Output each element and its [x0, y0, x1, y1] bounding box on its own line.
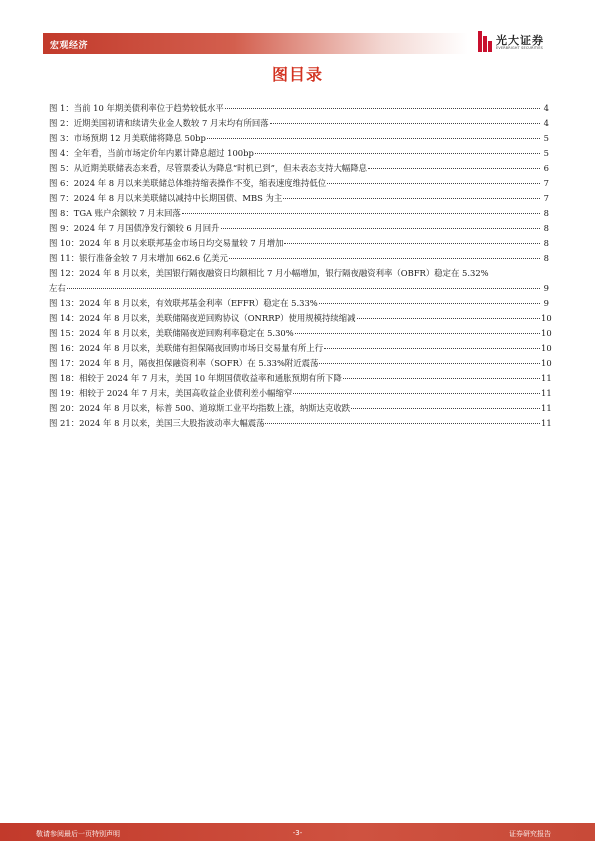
- toc-dot-leader: [255, 152, 540, 154]
- toc-entry-label: 图 13：2024 年 8 月以来，有效联邦基金利率（EFFR）稳定在 5.33%: [49, 298, 318, 308]
- toc-entry[interactable]: [49, 311, 552, 326]
- toc-entry-continuation: [49, 281, 549, 296]
- toc-dot-leader: [182, 212, 540, 214]
- brand-name-cn: 光大证券: [496, 34, 544, 47]
- toc-entry-label: 图 14：2024 年 8 月以来，美联储隔夜逆回购协议（ONRRP）使用规模持续缩减: [49, 313, 356, 323]
- toc-entry-label: 图 4：全年看，当前市场定价年内累计降息超过 100bp: [49, 148, 254, 158]
- toc-entry[interactable]: [49, 101, 549, 116]
- toc-entry[interactable]: [49, 296, 549, 311]
- toc-dot-leader: [221, 227, 540, 229]
- toc-entry-label: 图 16：2024 年 8 月以来，美联储有担保隔夜回购市场日交易量有所上行: [49, 343, 324, 353]
- toc-page-number: 11: [541, 418, 552, 428]
- toc-dot-leader: [327, 182, 540, 184]
- toc-entry[interactable]: [49, 236, 549, 251]
- toc-page-number: 4: [543, 103, 549, 113]
- toc-dot-leader: [324, 347, 540, 349]
- toc-entry[interactable]: [49, 326, 552, 341]
- toc-dot-leader: [351, 407, 540, 409]
- toc-page-number: 8: [543, 208, 549, 218]
- toc-entry[interactable]: [49, 206, 549, 221]
- toc-entry[interactable]: [49, 356, 552, 371]
- toc-entry-label: 图 1：当前 10 年期美债利率位于趋势较低水平: [49, 103, 224, 113]
- section-tag: 宏观经济: [50, 41, 89, 51]
- toc-entry[interactable]: [49, 131, 549, 146]
- toc-dot-leader: [270, 122, 540, 124]
- page-number: -3-: [292, 829, 303, 837]
- toc-entry[interactable]: [49, 371, 552, 386]
- toc-entry[interactable]: [49, 401, 552, 416]
- toc-page-number: 11: [541, 388, 552, 398]
- toc-page-number: 5: [543, 148, 549, 158]
- toc-entry-label: 图 6：2024 年 8 月以来美联储总体维持缩表操作不变，缩表速度维持低位: [49, 178, 327, 188]
- toc-entry[interactable]: [49, 191, 549, 206]
- toc-entry-label: 图 5：从近期美联储表态来看，尽管票委认为降息“时机已到”，但未表态支持大幅降息: [49, 163, 368, 173]
- footer-report-type: 证券研究报告: [509, 830, 551, 838]
- toc-page-number: 8: [543, 253, 549, 263]
- toc-entry-label: 图 15：2024 年 8 月以来，美联储隔夜逆回购利率稳定在 5.30%: [49, 328, 294, 338]
- toc-entry-label: 图 8：TGA 账户余额较 7 月末回落: [49, 208, 181, 218]
- toc-page-number: 7: [543, 193, 549, 203]
- toc-entry-label: 图 10：2024 年 8 月以来联邦基金市场日均交易量较 7 月增加: [49, 238, 284, 248]
- toc-page-number: 10: [541, 313, 552, 323]
- toc-page-number: 10: [541, 358, 552, 368]
- footer-disclaimer: 敬请参阅最后一页特别声明: [36, 830, 120, 838]
- toc-dot-leader: [265, 422, 540, 424]
- toc-page-number: 8: [543, 223, 549, 233]
- toc-page-number: 11: [541, 403, 552, 413]
- toc-dot-leader: [225, 107, 540, 109]
- page-title: 图目录: [271, 65, 323, 84]
- toc-entry-label-cont: 左右: [49, 283, 66, 293]
- toc-entry-label: 图 21：2024 年 8 月以来，美国三大股指波动率大幅震荡: [49, 418, 265, 428]
- toc-dot-leader: [319, 302, 540, 304]
- toc-page-number: 5: [543, 133, 549, 143]
- toc-dot-leader: [368, 167, 540, 169]
- toc-entry-label: 图 2：近期美国初请和续请失业金人数较 7 月末均有所回落: [49, 118, 269, 128]
- toc-entry[interactable]: [49, 146, 549, 161]
- toc-page-number: 10: [541, 343, 552, 353]
- toc-entry-label: 图 20：2024 年 8 月以来，标普 500、道琼斯工业平均指数上涨，纳斯达克收跌: [49, 403, 351, 413]
- toc-entry-label: 图 7：2024 年 8 月以来美联储以减持中长期国债、MBS 为主: [49, 193, 283, 203]
- brand-mark-icon: [478, 31, 492, 52]
- toc-dot-leader: [207, 137, 540, 139]
- toc-dot-leader: [357, 317, 540, 319]
- toc-page-number: 4: [543, 118, 549, 128]
- toc-dot-leader: [67, 287, 540, 289]
- toc-entry[interactable]: [49, 386, 552, 401]
- brand-logo: [478, 31, 553, 55]
- toc-entry-label: 图 3：市场预期 12 月美联储将降息 50bp: [49, 133, 206, 143]
- toc-entry[interactable]: [49, 116, 549, 131]
- toc-entry-label: 图 9：2024 年 7 月国债净发行额较 6 月回升: [49, 223, 220, 233]
- toc-page-number: 11: [541, 373, 552, 383]
- toc-dot-leader: [319, 362, 540, 364]
- header-band: [43, 33, 468, 54]
- figure-table-of-contents: [49, 101, 552, 431]
- toc-page-number: 9: [543, 298, 549, 308]
- toc-entry[interactable]: [49, 176, 549, 191]
- toc-entry[interactable]: [49, 161, 549, 176]
- brand-name-en: EVERBRIGHT SECURITIES: [496, 46, 544, 50]
- toc-entry[interactable]: [49, 341, 552, 356]
- toc-entry-label: 图 18：相较于 2024 年 7 月末，美国 10 年期国债收益率和通胀预期有所下降: [49, 373, 342, 383]
- toc-entry[interactable]: [49, 221, 549, 236]
- toc-dot-leader: [283, 197, 540, 199]
- toc-entry-label: 图 17：2024 年 8 月，隔夜担保融资利率（SOFR）在 5.33%附近震荡: [49, 358, 319, 368]
- toc-dot-leader: [295, 332, 540, 334]
- toc-entry-label: 图 11：银行准备金较 7 月末增加 662.6 亿美元: [49, 253, 228, 263]
- toc-dot-leader: [229, 257, 540, 259]
- toc-entry[interactable]: [49, 266, 549, 296]
- toc-dot-leader: [343, 377, 540, 379]
- toc-entry-label: 图 12：2024 年 8 月以来，美国银行隔夜融资日均额相比 7 月小幅增加，银行隔夜融资利率（OBFR）稳定在 5.32%: [49, 268, 489, 278]
- toc-dot-leader: [293, 392, 540, 394]
- toc-page-number: 6: [543, 163, 549, 173]
- toc-entry-label: 图 19：相较于 2024 年 7 月末，美国高收益企业债利差小幅缩窄: [49, 388, 293, 398]
- toc-entry[interactable]: [49, 416, 552, 431]
- toc-dot-leader: [284, 242, 540, 244]
- toc-page-number: 9: [543, 283, 549, 293]
- toc-page-number: 7: [543, 178, 549, 188]
- toc-page-number: 8: [543, 238, 549, 248]
- toc-entry[interactable]: [49, 251, 549, 266]
- toc-page-number: 10: [541, 328, 552, 338]
